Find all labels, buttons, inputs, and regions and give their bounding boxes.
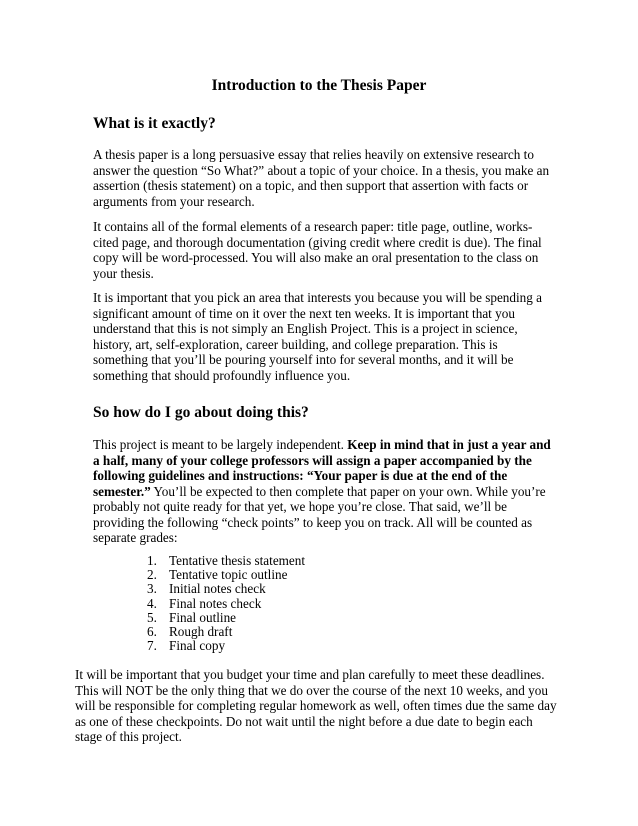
paragraph-time-management	[75, 667, 557, 745]
list-number: 4.	[147, 595, 157, 611]
list-item-text: Tentative topic outline	[169, 567, 288, 583]
text-line: It is important that you pick an area that interests you because you will be spending a	[93, 290, 542, 305]
text-line: arguments from your research.	[93, 193, 255, 209]
list-number: 2.	[147, 567, 157, 583]
text-line: stage of this project.	[75, 729, 182, 744]
paragraph-elements	[93, 219, 542, 281]
paragraph-importance	[93, 290, 542, 383]
text-line: A thesis paper is a long persuasive essay that relies heavily on extensive research to	[93, 147, 534, 162]
text-line	[93, 437, 551, 453]
paragraph-definition	[93, 147, 550, 209]
text-line: It will be important that you budget your time and plan carefully to meet these deadlines.	[75, 667, 545, 682]
list-item-text: Final notes check	[169, 595, 262, 611]
list-item-text: Final outline	[169, 609, 237, 625]
text-line: copy will be word-processed. You will also make an oral presentation to the class on	[93, 250, 539, 265]
text-line: It contains all of the formal elements of a research paper: title page, outline, works-	[93, 219, 533, 234]
text-line: This will NOT be the only thing that we do over the course of the next 10 weeks, and you	[75, 682, 548, 698]
text-line: your thesis.	[93, 265, 154, 281]
list-item-text: Tentative thesis statement	[169, 553, 306, 568]
text-line	[93, 483, 546, 500]
text-line: significant amount of time on it over the next ten weeks. It is important that you	[93, 305, 515, 321]
text-line: providing the following “check points” to keep you on track. All will be counted as	[93, 514, 533, 530]
text-line: as one of these checkpoints. Do not wait until the night before a due date to begin each	[75, 713, 533, 729]
bold-text-run: semester.”	[93, 483, 151, 499]
bold-text-run: a half, many of your college professors will assign a paper accompanied by the	[93, 452, 532, 468]
text-line: probably not quite ready for that yet, we hope you’re close. That said, we’ll be	[93, 499, 507, 514]
list-item	[147, 582, 305, 596]
list-number: 1.	[147, 553, 157, 568]
list-item-text: Rough draft	[169, 624, 233, 640]
section-heading-how: So how do I go about doing this?	[93, 404, 309, 421]
text-line: will be responsible for completing regular homework as well, often times due the same day	[75, 698, 557, 713]
list-number: 7.	[147, 638, 157, 654]
list-item	[147, 639, 305, 653]
list-number: 6.	[147, 624, 157, 640]
list-item	[147, 625, 305, 639]
text-run: This project is meant to be largely independent.	[93, 437, 348, 452]
list-item-text: Initial notes check	[169, 581, 266, 597]
list-item	[147, 568, 305, 582]
list-item	[147, 554, 305, 568]
text-run: You’ll be expected to then complete that paper on your own. While you’re	[150, 483, 546, 499]
text-line	[93, 453, 533, 469]
list-number: 5.	[147, 609, 157, 625]
section-heading-what: What is it exactly?	[93, 115, 216, 132]
page-title: Introduction to the Thesis Paper	[211, 77, 427, 94]
checkpoint-list	[147, 554, 305, 653]
paragraph-independence	[93, 437, 551, 546]
text-line: cited page, and thorough documentation (giving credit where credit is due). The final	[93, 234, 542, 250]
text-line	[93, 468, 533, 484]
text-line: answer the question “So What?” about a topic of your choice. In a thesis, you make an	[93, 162, 550, 178]
list-item	[147, 611, 305, 625]
list-item-text: Final copy	[169, 638, 226, 654]
list-item	[147, 597, 305, 611]
text-line: understand that this is not simply an English Project. This is a project in science,	[93, 321, 518, 336]
text-line: something that you’ll be pouring yourself into for several months, and it will be	[93, 352, 514, 367]
text-line: separate grades:	[93, 530, 178, 545]
list-number: 3.	[147, 581, 157, 597]
text-line: something that should profoundly influence you.	[93, 367, 351, 383]
bold-text-run: Keep in mind that in just a year and	[347, 437, 551, 452]
bold-text-run: following guidelines and instructions: “Your paper is due at the end of the	[93, 468, 508, 483]
text-line: assertion (thesis statement) on a topic, and then support that assertion with facts or	[93, 178, 529, 193]
text-line: history, art, self-exploration, career building, and college preparation. This is	[93, 336, 498, 352]
